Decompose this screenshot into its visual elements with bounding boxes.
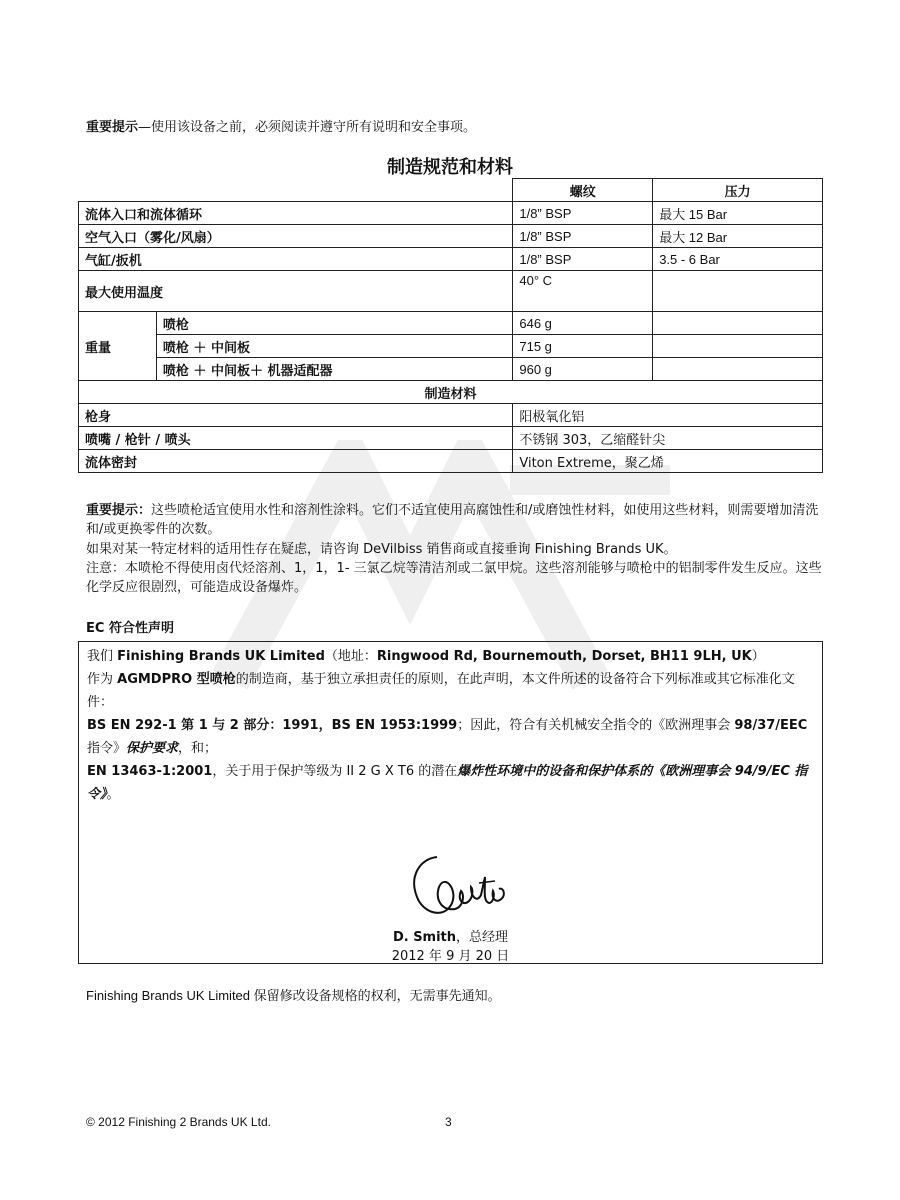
row-label: 最大使用温度 <box>79 271 513 312</box>
ec-company: Finishing Brands UK Limited <box>117 649 325 664</box>
signer-name: D. Smith <box>392 930 457 945</box>
ec-text-part: 的制造商，基于独立承担责任的原则，在此声明，本文件所述的设备符合下列标准或其它标准化文件： <box>87 672 795 710</box>
spec-title: 制造规范和材料 <box>387 157 513 178</box>
ec-text-part: 。 <box>106 787 120 802</box>
empty-cell <box>653 358 823 381</box>
ec-declaration-box <box>78 641 823 964</box>
ec-standard: BS EN 292-1 第 1 与 2 部分：1991，BS EN 1953:1999 <box>87 718 458 733</box>
row-label: 流体入口和流体循环 <box>79 202 513 225</box>
table-row <box>79 271 823 312</box>
ec-heading: EC 符合性声明 <box>86 621 174 636</box>
ec-directive: 98/37/EEC <box>734 718 808 733</box>
spec-table <box>78 178 823 473</box>
signature-image <box>399 847 509 927</box>
ec-text-part: ；因此，符合有关机械安全指令的《欧洲理事会 <box>457 718 735 733</box>
thread-value: 1/8” BSP <box>513 202 653 225</box>
row-label: 空气入口（雾化/风扇） <box>79 225 513 248</box>
table-header-row <box>79 179 823 202</box>
ec-product: AGMDPRO 型喷枪 <box>117 672 236 687</box>
footer-copyright: © 2012 Finishing 2 Brands UK Ltd. <box>86 1115 271 1129</box>
table-row <box>79 450 823 473</box>
ec-text-part: ，和； <box>178 741 218 756</box>
ec-text-part: （地址： <box>324 649 377 664</box>
important-paragraph <box>86 501 826 539</box>
weight-item: 喷枪 ＋ 中间板＋ 机器适配器 <box>156 358 512 381</box>
note-paragraph: 注意：本喷枪不得使用卤代烃溶剂、1，1，1- 三氯乙烷等清洁剂或二氯甲烷。这些溶剂能够与喷枪中的铝制零件发生反应。这些化学反应很剧烈，可能造成设备爆炸。 <box>86 561 822 595</box>
table-row <box>79 358 823 381</box>
ec-standard: EN 13463-1:2001 <box>87 764 213 779</box>
important-label: 重要提示： <box>86 503 152 518</box>
material-part: 枪身 <box>79 404 513 427</box>
doubt-paragraph: 如果对某一特定材料的适用性存在疑虑，请咨询 DeVilbiss 销售商或直接垂询 Finishing Brands UK。 <box>86 542 677 557</box>
ec-declaration-text <box>87 645 813 806</box>
thread-value: 1/8” BSP <box>513 248 653 271</box>
important-notice <box>86 116 476 135</box>
table-row <box>79 248 823 271</box>
empty-cell <box>653 335 823 358</box>
ec-text-part: 作为 <box>87 672 118 687</box>
important-text: 这些喷枪适宜使用水性和溶剂性涂料。它们不适宜使用高腐蚀性和/或磨蚀性材料，如使用这些材料，则需要增加清洗和/或更换零件的次数。 <box>86 503 819 537</box>
table-row <box>79 202 823 225</box>
weight-value: 646 g <box>513 312 653 335</box>
ec-line <box>87 714 813 760</box>
material-part: 喷嘴 / 枪针 / 喷头 <box>79 427 513 450</box>
table-row <box>79 404 823 427</box>
materials-title: 制造材料 <box>79 381 823 404</box>
pressure-value: 3.5 - 6 Bar <box>653 248 823 271</box>
signer-line <box>79 926 822 945</box>
weight-item: 喷枪 ＋ 中间板 <box>156 335 512 358</box>
weight-item: 喷枪 <box>156 312 512 335</box>
notice-text: —使用该设备之前，必须阅读并遵守所有说明和安全事项。 <box>138 120 477 135</box>
empty-cell <box>79 179 513 202</box>
pressure-value <box>653 271 823 312</box>
table-row <box>79 335 823 358</box>
pressure-value: 最大 15 Bar <box>653 202 823 225</box>
ec-line <box>87 668 813 714</box>
ec-address: Ringwood Rd, Bournemouth, Dorset, BH11 9LH, UK <box>376 649 752 664</box>
thread-value: 40° C <box>513 271 653 312</box>
ec-directive-title: 爆炸性环境中的设备和保护体系的《欧洲理事会 94/9/EC 指令》 <box>87 764 808 802</box>
ec-text-part: 指令》 <box>87 741 127 756</box>
ec-text-part: 我们 <box>87 649 118 664</box>
thread-value: 1/8” BSP <box>513 225 653 248</box>
material-part: 流体密封 <box>79 450 513 473</box>
weight-value: 715 g <box>513 335 653 358</box>
ec-text-part: ，关于用于保护等级为 II 2 G X T6 的潜在 <box>212 764 458 779</box>
material-value: 不锈钢 303，乙缩醛针尖 <box>513 427 823 450</box>
ec-requirement: 保护要求 <box>126 741 179 756</box>
pressure-value: 最大 12 Bar <box>653 225 823 248</box>
row-label: 气缸/扳机 <box>79 248 513 271</box>
material-value: 阳极氧化铝 <box>513 404 823 427</box>
signature-date: 2012 年 9 月 20 日 <box>391 949 510 964</box>
page-number: 3 <box>445 1115 452 1129</box>
ec-text-part: ） <box>751 649 765 664</box>
signer-title: ，总经理 <box>456 930 509 945</box>
reserve-rights-text: Finishing Brands UK Limited 保留修改设备规格的权利，无需事先通知。 <box>86 988 501 1003</box>
col-pressure-header: 压力 <box>653 179 823 202</box>
weight-value: 960 g <box>513 358 653 381</box>
table-row <box>79 381 823 404</box>
notice-label: 重要提示 <box>86 120 139 135</box>
table-row <box>79 312 823 335</box>
material-value: Viton Extreme，聚乙烯 <box>513 450 823 473</box>
weight-label: 重量 <box>79 312 157 381</box>
table-row <box>79 427 823 450</box>
empty-cell <box>653 312 823 335</box>
col-thread-header: 螺纹 <box>513 179 653 202</box>
ec-line <box>87 645 813 668</box>
table-row <box>79 225 823 248</box>
ec-line <box>87 760 813 806</box>
